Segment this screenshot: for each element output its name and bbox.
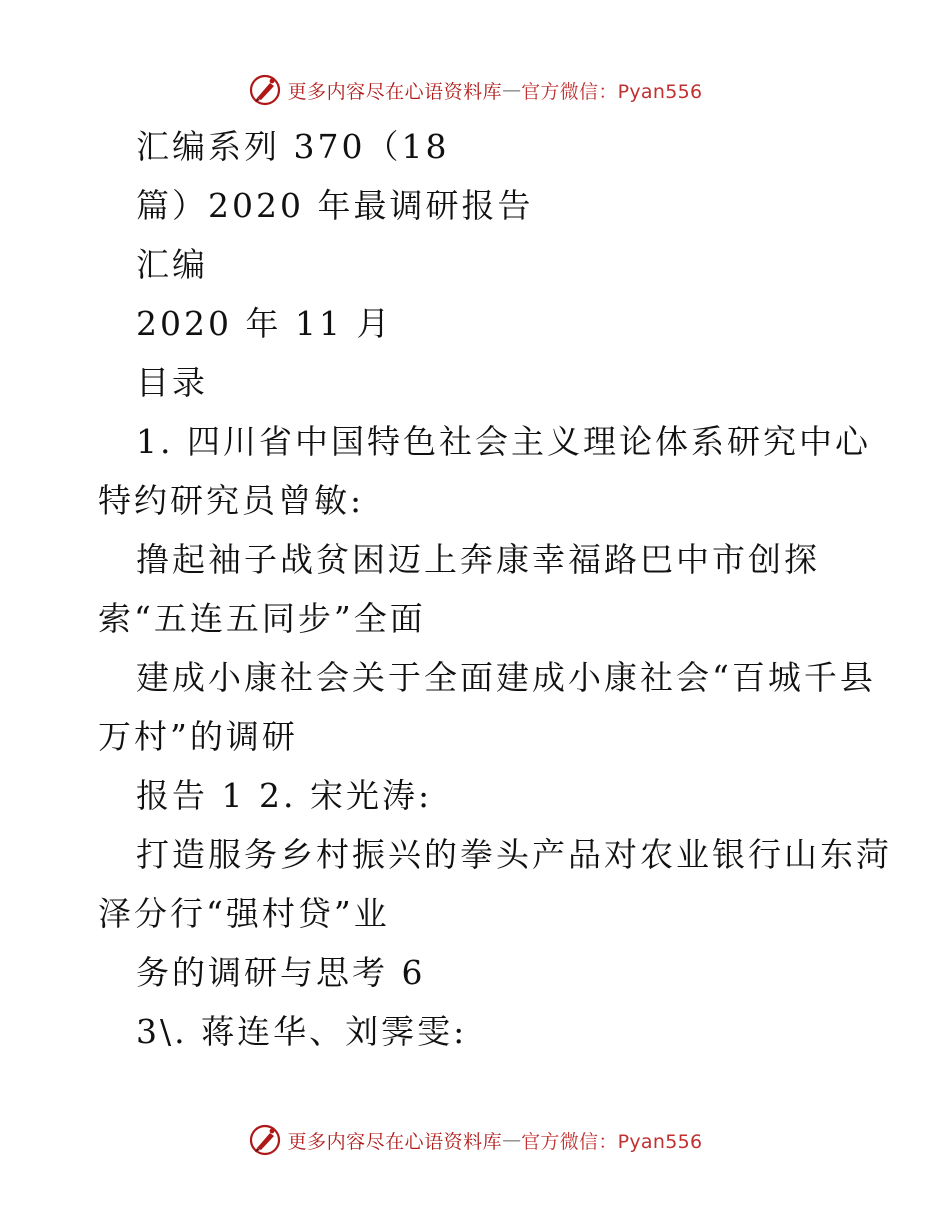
document-line: 万村”的调研	[98, 717, 298, 756]
document-line: 建成小康社会关于全面建成小康社会“百城千县	[136, 658, 876, 697]
document-line: 务的调研与思考 6	[136, 953, 426, 992]
document-line: 目录	[136, 363, 208, 402]
watermark-wechat: 官方微信：Pyan556	[521, 80, 703, 103]
document-line: 索“五连五同步”全面	[98, 599, 426, 638]
document-body	[0, 117, 950, 1061]
watermark-separator: —	[502, 1129, 522, 1151]
watermark-wechat: 官方微信：Pyan556	[521, 1130, 703, 1153]
document-line: 汇编	[136, 245, 208, 284]
pen-logo-icon	[248, 1123, 282, 1157]
document-line: 2020 年 11 月	[136, 304, 393, 343]
document-line: 1. 四川省中国特色社会主义理论体系研究中心	[136, 422, 871, 461]
watermark-separator: —	[502, 79, 522, 101]
document-line: 泽分行“强村贷”业	[98, 894, 390, 933]
watermark-footer	[0, 1120, 950, 1160]
watermark-text: 更多内容尽在心语资料库	[287, 80, 503, 103]
pen-logo-icon	[248, 73, 282, 107]
document-line: 汇编系列 370（18	[136, 127, 450, 166]
watermark-text: 更多内容尽在心语资料库	[287, 1130, 503, 1153]
document-line: 打造服务乡村振兴的拳头产品对农业银行山东菏	[136, 835, 892, 874]
document-line: 特约研究员曾敏:	[98, 481, 365, 520]
document-line: 篇）2020 年最调研报告	[136, 186, 534, 225]
document-line: 3\. 蒋连华、刘霁雯:	[136, 1012, 468, 1051]
document-line: 报告 1 2. 宋光涛:	[136, 776, 433, 815]
watermark-header	[0, 70, 950, 110]
document-line: 撸起袖子战贫困迈上奔康幸福路巴中市创探	[136, 540, 820, 579]
